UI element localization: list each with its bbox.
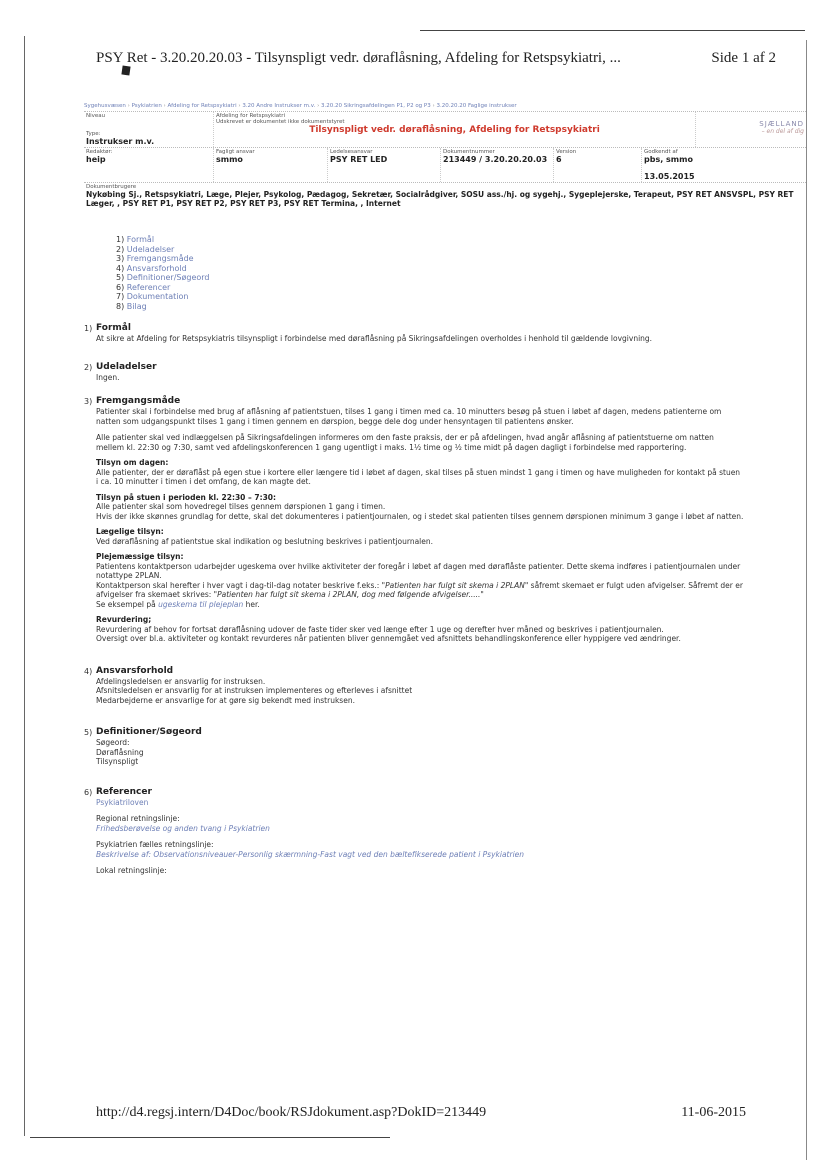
- scan-edge-right: [806, 40, 807, 1160]
- toc-item[interactable]: 6) Referencer: [116, 282, 171, 292]
- scan-edge-top: [420, 30, 805, 31]
- breadcrumb-item[interactable]: › Afdeling for Retspsykiatri: [162, 103, 237, 109]
- toc-item[interactable]: 2) Udeladelser: [116, 244, 175, 254]
- print-url: http://d4.regsj.intern/D4Doc/book/RSJdokument.asp?DokID=213449: [96, 1105, 487, 1120]
- breadcrumb-item[interactable]: Sygehusvæsen: [84, 103, 126, 109]
- region-logo-tagline: – en del af dig: [761, 128, 804, 135]
- godkendt-date: 13.05.2015: [644, 172, 695, 181]
- ugeskema-link[interactable]: ugeskema til plejeplan: [158, 599, 244, 609]
- subheading: Tilsyn om dagen:: [96, 458, 169, 467]
- section-definitioner: 5) Definitioner/Søgeord Søgeord: Døraflåsning Tilsynspligt: [84, 727, 744, 767]
- subheading: Tilsyn på stuen i perioden kl. 22:30 – 7:30:: [96, 492, 277, 502]
- brugere-value: Nykøbing Sj., Retspsykiatri, Læge, Plejer, Psykolog, Pædagog, Sekretær, Socialrådgiver, SOSU ass./hj. og sygehj., Sygeplejerske, Terapeut, PSY RET ANSVSPL, PSY RET Læger, , PSY RET P1, PSY RET P2, PSY RET P3, PSY RET Termina, , Internet: [86, 190, 794, 208]
- section-fremgangsmaade: 3) Fremgangsmåde Patienter skal i forbindelse med brug af aflåsning af patientstuen, tilses 1 gang i timen med ca. 10 minutters besøg på stuen i løbet af dagen, medens patienterne om natten som udgangspunkt tilses 1 gang i timen gennem en dørspion, begge dele dog under hensyntagen til patientens ønsker. Alle patienter skal ved indlæggelsen på Sikringsafdelingen informeres om den faste praksis, der er på afdelingen, hvad angår aflåsning af patientstuerne om natten mellem kl. 22:30 og 7:30, samt ved afdelingskonferencen 1 gang ugentligt i maks. 1½ time og ½ time midt på dagen dagligt i forbindelse med rapportering. Tilsyn om dagen: Alle patienter, der er døraflåst på egen stue i kortere eller længere tid i løbet af dagen, skal tilses på stuen mindst 1 gang i timen og have muligheden for kontakt på stuen i ca. 10 minutter i timen i det omfang, de kan magte det. Tilsyn på stuen i perioden kl. 22:30 – 7:30: Alle patienter skal som hovedregel tilses gennem dørspionen 1 gang i timen. Hvis der ikke skønnes grundlag for dette, skal det dokumenteres i patientjournalen, og i stedet skal patienten tilses gennem dørspionen minimum 3 gange i løbet af natten. Lægelige tilsyn: Ved døraflåsning af patientstue skal indikation og beslutning beskrives i patientjournalen. Plejemæssige tilsyn: Patientens kontaktperson udarbejder ugeskema over hvilke aktiviteter der foregår i løbet af dagen med døraflåste patienter. Dette skema indføres i patientjournalen under notattype 2PLAN. Kontaktperson skal herefter i hver vagt i dag-til-dag notater beskrive f.eks.: "Patienten har fulgt sit skema i 2PLAN" såfremt skemaet er fulgt uden afvigelser. Såfremt der er afvigelser fra skemaet skrives: "Patienten har fulgt sit skema i 2PLAN, dog med følgende afvigelser....." Se eksempel på ugeskema til plejeplan her. Revurdering; Revurdering af behov for fortsat døraflåsning udover de faste tider sker ved længe efter 1 uge og derefter hver måned og beskrives i patientjournalen. Oversigt over bl.a. aktiviteter og kontakt revurderes når patienten bliver gennemgået ved afsnittets behandlingskonference eller hyppigere ved ændringer.: [84, 396, 744, 643]
- fagligt-label: Fagligt ansvar: [216, 149, 255, 155]
- print-page: Side 1 af 2: [711, 50, 776, 66]
- breadcrumb: [84, 103, 806, 111]
- breadcrumb-item[interactable]: › 3.20.20 Sikringsafdelingen P1, P2 og P3: [315, 103, 430, 109]
- toc-item[interactable]: 1) Formål: [116, 235, 155, 244]
- toc-item[interactable]: 5) Definitioner/Søgeord: [116, 273, 210, 282]
- section-heading: Fremgangsmåde: [96, 396, 181, 406]
- subheading: Revurdering;: [96, 615, 152, 624]
- section-formaal: 1) Formål At sikre at Afdeling for Retspsykiatris tilsynspligt i forbindelse med døraflåsning på Sikringsafdelingen overholdes i henhold til gældende lovgivning.: [84, 323, 744, 344]
- print-date: 11-06-2015: [681, 1105, 746, 1120]
- region-logo: SJÆLLAND: [759, 120, 804, 128]
- version-label: Version: [556, 149, 577, 155]
- ledelse-label: Ledelsesansvar: [330, 149, 373, 155]
- psykiatriloven-link[interactable]: Psykiatriloven: [96, 797, 149, 807]
- doknr-value: 213449 / 3.20.20.20.03: [443, 155, 548, 164]
- section-heading: Definitioner/Søgeord: [96, 727, 202, 737]
- redaktor-label: Redaktør:: [86, 149, 113, 155]
- breadcrumb-item[interactable]: › Psykiatrien: [126, 103, 162, 109]
- breadcrumb-item[interactable]: › 3.20 Andre Instrukser m.v.: [237, 103, 316, 109]
- fagligt-value: smmo: [216, 155, 243, 164]
- print-title: PSY Ret - 3.20.20.20.03 - Tilsynspligt vedr. døraflåsning, Afdeling for Retspsykiatri, ...: [96, 50, 621, 66]
- section-heading: Referencer: [96, 786, 152, 797]
- subheading: Lægelige tilsyn:: [96, 527, 164, 536]
- print-footer: [96, 1105, 746, 1121]
- doknr-label: Dokumentnummer: [443, 149, 495, 155]
- ledelse-value: PSY RET LED: [330, 155, 388, 164]
- scan-edge-left: [24, 36, 25, 1136]
- section-ansvarsforhold: 4) Ansvarsforhold Afdelingsledelsen er ansvarlig for instruksen. Afsnitsledelsen er ansvarlig for at instruksen implementeres og efterleves i afsnittet Medarbejderne er ansvarlige for at gøre sig bekendt med instruksen.: [84, 666, 744, 706]
- type-label: Type:: [86, 131, 101, 137]
- brugere-label: Dokumentbrugere: [86, 184, 137, 190]
- print-header: [96, 50, 776, 67]
- breadcrumb-item[interactable]: › 3.20.20.20 Faglige instrukser: [431, 103, 517, 109]
- section-heading: Udeladelser: [96, 361, 157, 372]
- toc-item[interactable]: 8) Bilag: [116, 301, 147, 311]
- document-title: Tilsynspligt vedr. døraflåsning, Afdeling for Retspsykiatri: [309, 125, 600, 135]
- regional-guideline-link[interactable]: Frihedsberøvelse og anden tvang i Psykiatrien: [96, 823, 270, 833]
- section-heading: Ansvarsforhold: [96, 665, 174, 676]
- document-body: [84, 235, 744, 876]
- niveau-label: Niveau: [86, 113, 106, 119]
- scan-edge-bottom: [30, 1137, 390, 1138]
- redaktor-value: heip: [86, 155, 106, 164]
- type-value: Instrukser m.v.: [86, 137, 155, 146]
- section-referencer: 6) Referencer Psykiatriloven Regional retningslinje: Frihedsberøvelse og anden tvang i Psykiatrien Psykiatrien fælles retningslinje: Beskrivelse af: Observationsniveauer-Personlig skærmning-Fast vagt ved den bæltefikserede patient i Psykiatrien Lokal retningslinje:: [84, 787, 744, 876]
- godkendt-value: pbs, smmo: [644, 155, 693, 164]
- section-udeladelser: 2) Udeladelser Ingen.: [84, 362, 744, 383]
- godkendt-label: Godkendt af: [644, 149, 678, 155]
- psychiatry-guideline-link[interactable]: Beskrivelse af: Observationsniveauer-Personlig skærmning-Fast vagt ved den bæltefikserede patient i Psykiatrien: [96, 849, 525, 859]
- subheading: Plejemæssige tilsyn:: [96, 552, 184, 561]
- toc-item[interactable]: 7) Dokumentation: [116, 292, 189, 301]
- section-heading: Formål: [96, 323, 131, 333]
- document-meta-box: [84, 103, 806, 209]
- version-value: 6: [556, 155, 562, 164]
- toc-item[interactable]: 3) Fremgangsmåde: [116, 254, 194, 263]
- niveau-value: Afdeling for Retspsykiatri: [216, 113, 286, 119]
- toc-item[interactable]: 4) Ansvarsforhold: [116, 263, 187, 273]
- niveau-note: Udskrevet er dokumentet ikke dokumentstyret: [216, 119, 345, 125]
- table-of-contents: [116, 235, 744, 311]
